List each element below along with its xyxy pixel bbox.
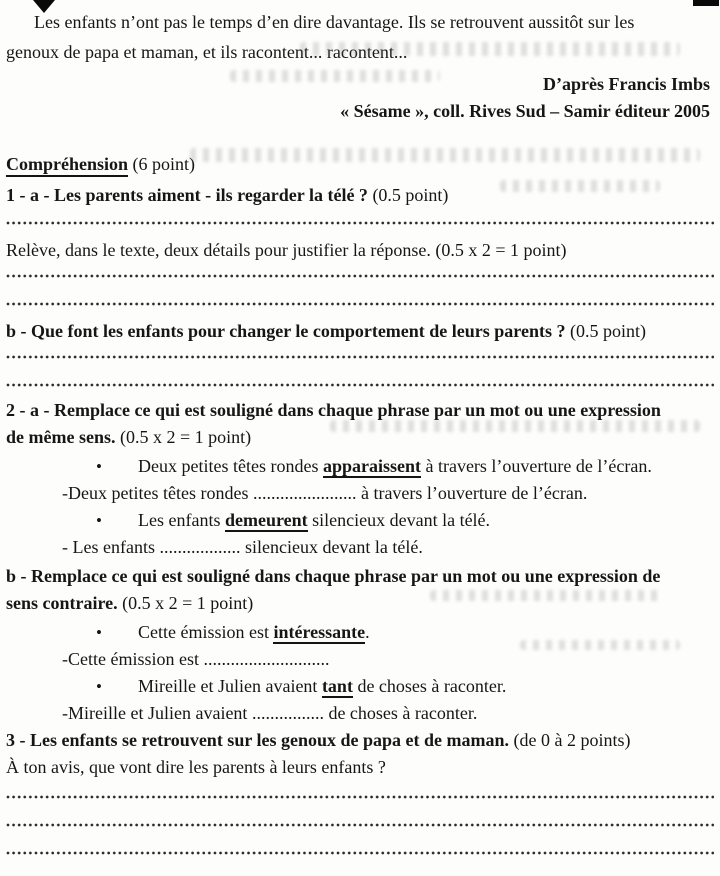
attribution-author: D’après Francis Imbs <box>543 74 710 94</box>
question-1b-text: b - Que font les enfants pour changer le comportement de leurs parents ? <box>6 321 570 341</box>
bullet-icon: • <box>96 623 102 642</box>
attribution-source: « Sésame », coll. Rives Sud – Samir éditeur 2005 <box>340 101 710 121</box>
question-3-points: (de 0 à 2 points) <box>513 730 631 750</box>
question-1a-points: (0.5 point) <box>372 185 449 205</box>
scan-corner-triangle-icon <box>33 0 55 13</box>
question-2a-instruction-text: de même sens. <box>6 427 120 447</box>
q2a-item-1 <box>6 453 714 480</box>
q2a-item-1-pre: Deux petites têtes rondes <box>138 456 323 476</box>
q2a-item-1-answer-post: à travers l’ouverture de l’écran. <box>356 483 588 503</box>
q2a-item-2-answer <box>6 534 714 561</box>
section-points: (6 point) <box>128 154 196 174</box>
scan-artifact <box>190 148 700 162</box>
answer-line <box>6 221 714 225</box>
q2a-item-2-post: silencieux devant la télé. <box>307 510 491 530</box>
fill-in-blank: ............................ <box>203 649 330 669</box>
question-2b-instruction-text: sens contraire. <box>6 593 123 613</box>
scan-artifact <box>500 180 660 192</box>
q2b-item-1-pre: Cette émission est <box>138 622 274 642</box>
scan-artifact <box>300 42 680 56</box>
question-1-justify-points: (0.5 x 2 = 1 point) <box>435 240 567 260</box>
q2a-item-1-post: à travers l’ouverture de l’écran. <box>420 456 652 476</box>
question-3 <box>6 727 714 754</box>
answer-line <box>6 823 714 827</box>
question-1b-points: (0.5 point) <box>569 321 646 341</box>
question-2a-instruction-line1: 2 - a - Remplace ce qui est souligné dans chaque phrase par un mot ou une expression <box>6 400 661 420</box>
fill-in-blank: ................ <box>251 703 324 723</box>
scan-artifact <box>330 420 700 432</box>
q2b-item-2-pre: Mireille et Julien avaient <box>138 676 322 696</box>
q2a-item-1-answer-pre: -Deux petites têtes rondes <box>62 483 253 503</box>
answer-line <box>6 851 714 855</box>
q2a-item-2 <box>6 507 714 534</box>
q2b-item-1-underlined-word: intéressante <box>273 622 366 642</box>
answer-line <box>6 274 714 278</box>
fill-in-blank: ....................... <box>252 483 357 503</box>
question-1-justify <box>6 237 714 264</box>
answer-line <box>6 355 714 359</box>
q2a-item-1-answer <box>6 480 714 507</box>
question-1a-text: 1 - a - Les parents aiment - ils regarder la télé ? <box>6 185 373 205</box>
q2b-item-1-answer-pre: -Cette émission est <box>62 649 204 669</box>
bullet-icon: • <box>96 511 102 530</box>
question-3-prompt: À ton avis, que vont dire les parents à leurs enfants ? <box>6 757 386 777</box>
question-2a-points: (0.5 x 2 = 1 point) <box>119 427 252 447</box>
scan-artifact <box>430 590 660 601</box>
bullet-icon: • <box>96 677 102 696</box>
q2a-item-2-answer-post: silencieux devant la télé. <box>240 537 423 557</box>
question-1b <box>6 318 714 345</box>
scan-corner-mark <box>693 0 719 6</box>
question-3-statement: 3 - Les enfants se retrouvent sur les genoux de papa et de maman. <box>6 730 514 750</box>
fill-in-blank: .................. <box>159 537 241 557</box>
q2b-item-1-post: . <box>365 622 370 642</box>
intro-line-1: Les enfants n’ont pas le temps d’en dire davantage. Ils se retrouvent aussitôt sur les <box>34 12 635 32</box>
q2b-item-1-answer <box>6 646 714 673</box>
intro-line-2: genoux de papa et maman, et ils racontent... racontent... <box>6 42 408 62</box>
question-1-justify-text: Relève, dans le texte, deux détails pour justifier la réponse. <box>6 240 436 260</box>
q2b-item-2-answer-pre: -Mireille et Julien avaient <box>62 703 252 723</box>
answer-line <box>6 383 714 387</box>
q2a-item-2-answer-pre: - Les enfants <box>62 537 160 557</box>
bullet-icon: • <box>96 457 102 476</box>
scan-artifact <box>520 640 680 650</box>
question-2b-instruction-line1: b - Remplace ce qui est souligné dans chaque phrase par un mot ou une expression de <box>6 566 661 586</box>
answer-line <box>6 795 714 799</box>
q2b-item-2-answer-post: de choses à raconter. <box>323 703 478 723</box>
q2b-item-2-answer <box>6 700 714 727</box>
q2b-item-2 <box>6 673 714 700</box>
scan-artifact <box>230 70 440 82</box>
q2a-item-1-underlined-word: apparaissent <box>322 456 421 476</box>
section-title: Compréhension <box>6 154 128 177</box>
question-2b-points: (0.5 x 2 = 1 point) <box>122 593 254 613</box>
q2b-item-2-post: de choses à raconter. <box>352 676 507 696</box>
q2b-item-2-underlined-word: tant <box>321 676 353 696</box>
q2a-item-2-underlined-word: demeurent <box>224 510 308 530</box>
q2a-item-2-pre: Les enfants <box>138 510 225 530</box>
answer-line <box>6 302 714 306</box>
